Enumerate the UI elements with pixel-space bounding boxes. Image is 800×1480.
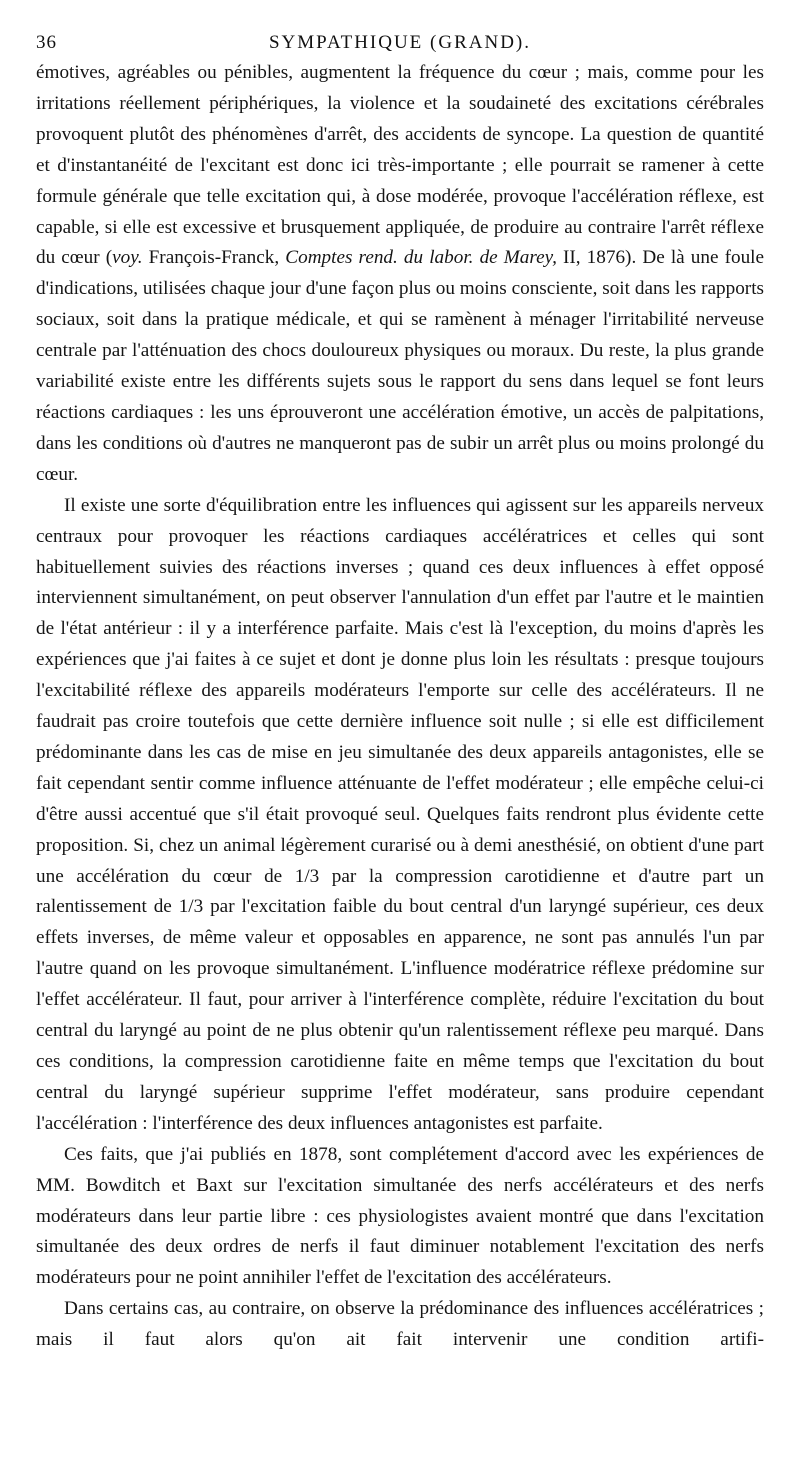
paragraph-3: Ces faits, que j'ai publiés en 1878, sont complétement d'accord avec les expériences de MM. Bowditch et Baxt sur l'excitation simultanée des nerfs accélérateurs et des nerfs modérateurs dans leur partie libre : ces physiologistes avaient montré que dans l'excitation simultanée des deux ordres de nerfs il faut diminuer notablement l'excitation des nerfs modérateurs pour ne point annihiler l'effet de l'excitation des accélérateurs.	[36, 1143, 764, 1289]
reference-title: Comptes rend. du labor. de Marey,	[285, 247, 557, 269]
paragraph-4: Dans certains cas, au contraire, on observe la prédominance des influences accélératrices ; mais il faut alors qu'on ait fait intervenir une condition artifi-	[36, 1298, 764, 1351]
page-header	[36, 28, 764, 58]
paragraph-1-text-before: émotives, agréables ou pénibles, augmentent la fréquence du cœur ; mais, comme pour les irritations réellement périphériques, la violence et la soudaineté des excitations cérébrales provoquent plutôt des phénomènes d'arrêt, des accidents de syncope. La question de quantité et d'instantanéité de l'excitant est donc ici très-importante ; elle pourrait se ramener à cette formule générale que telle excitation qui, à dose modérée, provoque l'accélération réflexe, est capable, si elle est excessive et brusquement appliquée, de produire au contraire l'arrêt réflexe du cœur (	[36, 62, 764, 269]
document-page	[36, 28, 764, 1356]
running-head: SYMPATHIQUE (GRAND).	[268, 32, 532, 53]
page-number: 36	[36, 32, 57, 53]
body-text	[36, 58, 764, 1356]
paragraph-1-text-after: II, 1876). De là une foule d'indications, utilisées chaque jour d'une façon plus ou moins consciente, soit dans les rapports sociaux, soit dans la pratique médicale, et qui se ramènent à ménager l'irritabilité nerveuse centrale par l'atténuation des chocs douloureux physiques ou moraux. Du reste, la plus grande variabilité existe entre les différents sujets sous le rapport du sens dans lequel se font leurs réactions cardiaques : les uns éprouveront une accélération émotive, un accès de palpitations, dans les conditions où d'autres ne manqueront pas de subir un arrêt plus ou moins prolongé du cœur.	[36, 247, 765, 485]
reference-author: François-Franck,	[142, 247, 286, 269]
paragraph-1	[36, 58, 764, 491]
paragraph-2: Il existe une sorte d'équilibration entre les influences qui agissent sur les appareils nerveux centraux pour provoquer les réactions cardiaques accélératrices et celles qui sont habituellement suivies des réactions inverses ; quand ces deux influences à effet opposé interviennent simultanément, on peut observer l'annulation d'un effet par l'autre et le maintien de l'état antérieur : il y a interférence parfaite. Mais c'est là l'exception, du moins d'après les expériences que j'ai faites à ce sujet et dont je donne plus loin les résultats : presque toujours l'excitabilité réflexe des appareils modérateurs l'emporte sur celle des accélérateurs. Il ne faudrait pas croire toutefois que cette dernière influence soit nulle ; si elle est difficilement prédominante dans les cas de mise en jeu simultanée des deux appareils antagonistes, elle se fait cependant sentir comme influence atténuante de l'effet modérateur ; elle empêche celui-ci d'être aussi accentué que s'il était provoqué seul. Quelques faits rendront plus évidente cette proposition. Si, chez un animal légèrement curarisé ou à demi anesthésié, on obtient d'une part une accélération du cœur de 1/3 par la compression carotidienne et d'autre part un ralentissement de 1/3 par l'excitation faible du bout central d'un laryngé supérieur, ces deux effets inverses, de même valeur et opposables en apparence, ne sont pas annulés l'un par l'autre quand on les provoque simultanément. L'influence modératrice réflexe prédomine sur l'effet accélérateur. Il faut, pour arriver à l'interférence complète, réduire l'excitation du bout central du laryngé au point de ne plus obtenir qu'un ralentissement réflexe peu marqué. Dans ces conditions, la compression carotidienne faite en même temps que l'excitation du bout central du laryngé supérieur supprime l'effet modérateur, sans produire cependant l'accélération : l'interférence des deux influences antagonistes est parfaite.	[36, 494, 764, 1134]
reference-voy: voy.	[112, 247, 143, 269]
